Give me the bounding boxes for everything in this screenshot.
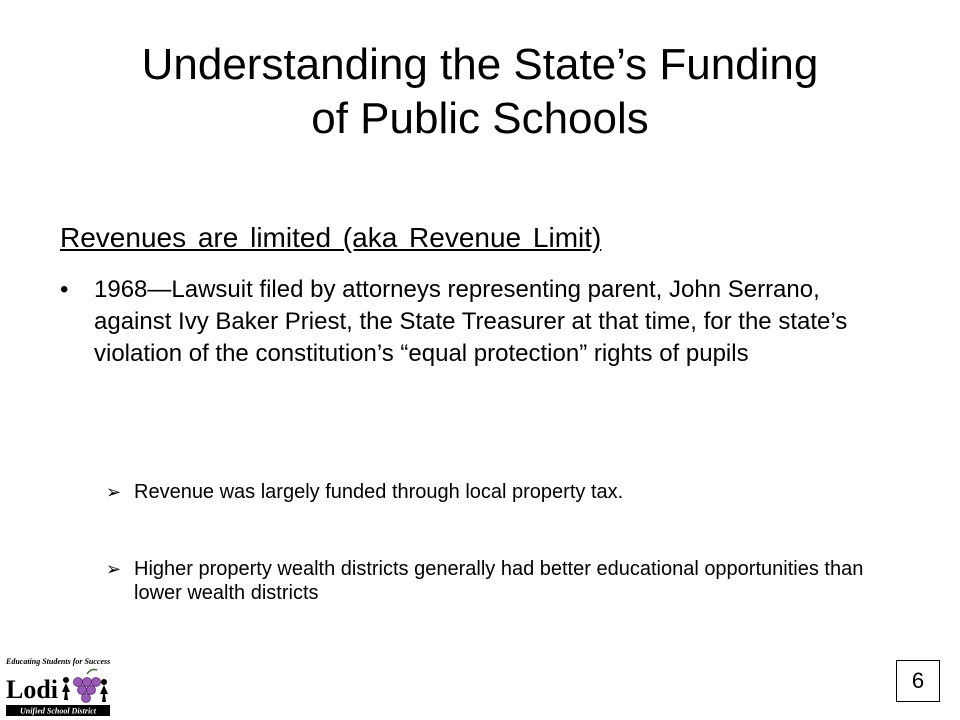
sub-bullet-text: Higher property wealth districts generally had better educational opportunities than lower wealth districts (134, 558, 864, 604)
title-line-2: of Public Schools (311, 94, 649, 143)
slide-title (60, 38, 900, 146)
sub-bullet-1 (106, 480, 896, 504)
sub-bullet-2 (106, 557, 896, 605)
bullet-marker: • (60, 276, 69, 303)
logo-district: Unified School District (19, 706, 97, 716)
main-bullet (60, 274, 860, 370)
grapes-icon (74, 670, 101, 703)
bullet-text: 1968—Lawsuit filed by attorneys representing parent, John Serrano, against Ivy Baker Priest, the State Treasurer at that time, for the state’s violation of the constitution’s “equal protection” rights of pupils (94, 276, 848, 367)
logo-name: Lodi (6, 675, 59, 704)
title-line-1: Understanding the State’s Funding (141, 40, 819, 89)
arrow-bullet-icon: ➢ (106, 559, 122, 579)
district-logo (4, 652, 112, 718)
subheading: Revenues are limited (aka Revenue Limit) (60, 222, 602, 253)
sub-bullet-text: Revenue was largely funded through local property tax. (134, 481, 624, 503)
logo-tagline: Educating Students for Success (6, 657, 111, 666)
arrow-bullet-icon: ➢ (106, 482, 122, 502)
page-number: 6 (896, 660, 940, 702)
